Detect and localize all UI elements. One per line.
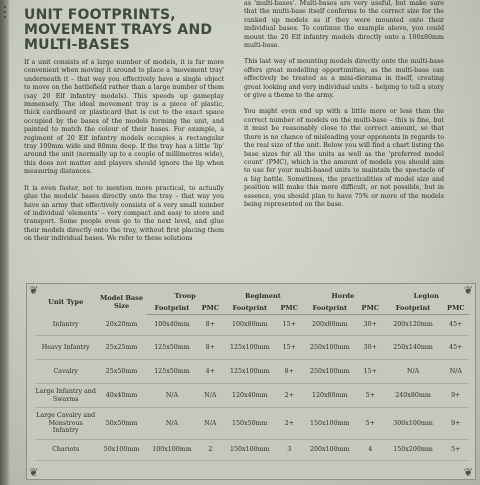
pmc-cell: 2+ [276, 408, 302, 440]
footprint-cell: 120x40mm [223, 384, 276, 408]
table-row [35, 408, 469, 440]
footprint-cell: 200x80mm [302, 315, 357, 336]
corner-flourish-icon: ❦ [29, 284, 39, 297]
header-pmc: PMC [443, 302, 469, 315]
paragraph: This last way of mounting models directly onto the multi-base offers great modelling opportunities, as the multi-base can effectively be treated as a mini-diorama in itself, creating great looking and very individual units – helping to tell a story or give a theme to the army. [244, 58, 444, 100]
section-title: UNIT FOOTPRINTS, MOVEMENT TRAYS AND MULTI-BASES [24, 7, 213, 53]
pmc-cell: 5+ [357, 384, 383, 408]
footprint-cell: 300x100mm [383, 408, 442, 440]
table-row [35, 336, 469, 360]
unit-type-cell: Chariots [35, 440, 96, 461]
pmc-cell: 5+ [443, 440, 469, 461]
right-column [244, 0, 444, 217]
footprint-cell: 240x80mm [383, 384, 442, 408]
footprint-cell: 100x100mm [147, 440, 197, 461]
paragraph: You might even end up with a little more or less than the correct number of models on the multi-base – this is fine, but it must be reasonably close to the correct amount, so that there is no chance of misleading your opponents in regards to the real size of the unit. Below you will find a chart listing the base sizes for all the units as well as the 'preferred model count' (PMC), which is the amount of models you should aim to use for your multi-based units to maintain the spectacle of a big battle. Sometimes, the practicalities of model size and position will make this more difficult, or not possible, but in essence, you should plan to have 75% or more of the models being represented on the base. [244, 108, 444, 208]
unit-type-cell: Cavalry [35, 360, 96, 384]
left-column [24, 8, 224, 252]
pmc-cell: 30+ [357, 315, 383, 336]
header-unit-type: Unit Type [48, 298, 84, 307]
base-size-cell: 25x50mm [96, 360, 146, 384]
header-footprint: Footprint [383, 302, 442, 315]
footprint-cell: 200x120mm [383, 315, 442, 336]
footprint-cell: N/A [383, 360, 442, 384]
pmc-cell: N/A [197, 408, 223, 440]
footprint-cell: 250x100mm [302, 336, 357, 360]
unit-type-cell: Large Cavalry and Monstrous Infantry [35, 408, 96, 440]
footprint-cell: 150x100mm [302, 408, 357, 440]
pmc-cell: 45+ [443, 315, 469, 336]
pmc-cell: 8+ [276, 360, 302, 384]
footprint-cell: 200x100mm [302, 440, 357, 461]
base-size-cell: 20x20mm [96, 315, 146, 336]
paragraph: It is even faster, not to mention more practical, to actually glue the models' bases directly onto the tray – that way you have an army that effectively consists of a very small number of individual 'elements' – very compact and easy to store and transport. Some people even go to the next level, and glue their models directly onto the tray, without first placing them on their individual bases. We refer to these solutions [24, 184, 224, 243]
paragraph: as 'multi-bases'. Multi-bases are very useful, but make sure that the multi-base itself conforms to the correct size for the ranked up models as if they were mounted onto their individual bases. To continue the example above, you could mount the 20 Elf infantry models directly onto a 100x80mm multi-base. [244, 0, 444, 50]
table-row [35, 360, 469, 384]
footprint-cell: 250x140mm [383, 336, 442, 360]
pmc-cell: 15+ [276, 315, 302, 336]
pmc-cell: 4 [357, 440, 383, 461]
header-troop: Troop [174, 292, 196, 300]
pmc-cell: N/A [443, 360, 469, 384]
footprint-cell: 150x100mm [223, 440, 276, 461]
corner-flourish-icon: ❦ [463, 466, 473, 479]
header-horde: Horde [331, 292, 355, 300]
pmc-cell: 5+ [357, 408, 383, 440]
pmc-cell: 45+ [443, 336, 469, 360]
pmc-cell: N/A [197, 384, 223, 408]
footprint-cell: 120x80mm [302, 384, 357, 408]
header-pmc: PMC [197, 302, 223, 315]
pmc-cell: 8+ [197, 315, 223, 336]
header-pmc: PMC [357, 302, 383, 315]
corner-flourish-icon: ❦ [463, 284, 473, 297]
base-size-cell: 50x100mm [96, 440, 146, 461]
pmc-cell: 4+ [197, 360, 223, 384]
unit-type-cell: Large Infantry and Swarms [35, 384, 96, 408]
pmc-cell: 3 [276, 440, 302, 461]
header-footprint: Footprint [147, 302, 197, 315]
pmc-cell: 9+ [443, 384, 469, 408]
table-row [35, 315, 469, 336]
footprint-cell: 125x50mm [147, 336, 197, 360]
base-size-chart [26, 283, 476, 480]
base-size-table [35, 290, 469, 461]
footprint-cell: 100x80mm [223, 315, 276, 336]
base-size-cell: 50x50mm [96, 408, 146, 440]
pmc-cell: 9+ [443, 408, 469, 440]
corner-flourish-icon: ❦ [29, 466, 39, 479]
table-row [35, 384, 469, 408]
pmc-cell: 30+ [357, 336, 383, 360]
footprint-cell: 150x50mm [223, 408, 276, 440]
footprint-cell: 125x100mm [223, 360, 276, 384]
status-dots-icon [4, 6, 7, 21]
pmc-cell: 15+ [276, 336, 302, 360]
footprint-cell: 150x200mm [383, 440, 442, 461]
footprint-cell: 100x40mm [147, 315, 197, 336]
pmc-cell: 2+ [276, 384, 302, 408]
header-regiment: Regiment [245, 292, 281, 300]
base-size-cell: 25x25mm [96, 336, 146, 360]
header-legion: Legion [413, 292, 439, 300]
footprint-cell: 125x50mm [147, 360, 197, 384]
pmc-cell: 15+ [357, 360, 383, 384]
footprint-cell: N/A [147, 408, 197, 440]
header-footprint: Footprint [223, 302, 276, 315]
header-pmc: PMC [276, 302, 302, 315]
pmc-cell: 8+ [197, 336, 223, 360]
base-size-cell: 40x40mm [96, 384, 146, 408]
pmc-cell: 2 [197, 440, 223, 461]
header-model-base: Model Base Size [100, 294, 144, 311]
footprint-cell: 125x100mm [223, 336, 276, 360]
unit-type-cell: Heavy Infantry [35, 336, 96, 360]
unit-type-cell: Infantry [35, 315, 96, 336]
table-row [35, 440, 469, 461]
footprint-cell: 250x100mm [302, 360, 357, 384]
footprint-cell: N/A [147, 384, 197, 408]
header-footprint: Footprint [302, 302, 357, 315]
paragraph: If a unit consists of a large number of models, it is far more convenient when moving it around to place a 'movement tray' underneath it – that way you effectively have a single object to move on the battlefield rather than a large number of them (say 20 Elf infantry models). This speeds up gameplay immensely. The ideal movement tray is a piece of plastic, thick cardboard or plasticard that is cut to the exact space occupied by the bases of the models forming the unit, and painted to match the colour of their bases. For example, a regiment of 20 Elf infantry models occupies a rectangular tray 100mm wide and 80mm deep. If the tray has a little 'lip' around the unit (normally up to a couple of millimetres wide), this does not matter and players should ignore the lip when measuring distances. [24, 59, 224, 176]
